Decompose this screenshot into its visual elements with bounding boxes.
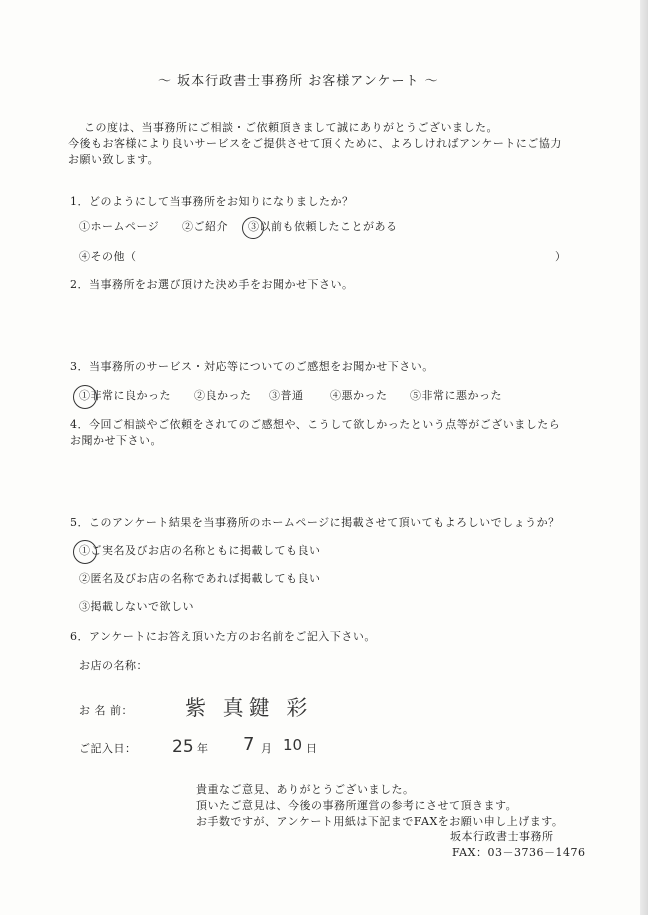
office-name: 坂本行政書士事務所 — [450, 830, 554, 843]
intro-line-1: この度は、当事務所にご相談・ご依頼頂きまして誠にありがとうございました。 — [84, 121, 498, 134]
q6-question: 6．アンケートにお答え頂いた方のお名前をご記入下さい。 — [70, 630, 376, 643]
intro-line-3: お願い致します。 — [68, 153, 160, 166]
q3-option-3[interactable]: ③普通 — [269, 389, 304, 402]
q1-option-3[interactable]: ③以前も依頼したことがある — [248, 220, 398, 233]
q5-option-1[interactable]: ①ご実名及びお店の名称ともに掲載しても良い — [79, 544, 321, 557]
date-year-handwritten[interactable]: 25 — [172, 737, 194, 757]
q1-question: 1．どのようにして当事務所をお知りになりましたか？ — [70, 195, 354, 208]
date-year-unit: 年 — [197, 742, 209, 755]
name-label: お 名 前： — [79, 704, 133, 717]
shop-name-label: お店の名称： — [79, 659, 148, 672]
q3-option-5[interactable]: ⑤非常に悪かった — [410, 389, 502, 402]
closing-line-2: 頂いたご意見は、今後の事務所運営の参考にさせて頂きます。 — [196, 799, 518, 812]
closing-line-1: 貴重なご意見、ありがとうございました。 — [196, 783, 415, 796]
q3-option-2[interactable]: ②良かった — [194, 389, 252, 402]
q5-question: 5．このアンケート結果を当事務所のホームページに掲載させて頂いてもよろしいでしょうか？ — [70, 516, 560, 529]
name-handwritten[interactable]: 紫 真鍵 彩 — [185, 696, 313, 720]
q1-selected-circle — [242, 217, 264, 239]
q3-option-1[interactable]: ①非常に良かった — [79, 389, 171, 402]
date-day-handwritten[interactable]: 10 — [283, 736, 303, 754]
q1-option-4-label[interactable]: ④その他（ — [79, 250, 137, 263]
q3-question: 3．当事務所のサービス・対応等についてのご感想をお聞かせ下さい。 — [70, 360, 434, 373]
scan-edge-shadow — [640, 0, 648, 915]
q5-option-3[interactable]: ③掲載しないで欲しい — [79, 600, 194, 613]
date-month-unit: 月 — [261, 742, 273, 755]
q1-option-2[interactable]: ②ご紹介 — [182, 220, 228, 233]
date-label: ご記入日： — [79, 742, 137, 755]
survey-title: 〜 坂本行政書士事務所 お客様アンケート 〜 — [158, 74, 439, 89]
q4-question-line-1: 4．今回ご相談やご依頼をされてのご感想や、こうして欲しかったという点等がございましたら — [70, 418, 561, 431]
q5-option-2[interactable]: ②匿名及びお店の名称であれば掲載しても良い — [79, 572, 321, 585]
closing-line-3: お手数ですが、アンケート用紙は下記までFAXをお願い申し上げます。 — [196, 815, 564, 828]
q3-selected-circle — [73, 385, 97, 409]
q1-option-4-close: ） — [555, 250, 567, 263]
q3-option-4[interactable]: ④悪かった — [330, 389, 388, 402]
intro-line-2: 今後もお客様により良いサービスをご提供させて頂くために、よろしければアンケートにご協力 — [68, 137, 562, 150]
q1-option-1[interactable]: ①ホームページ — [79, 220, 160, 233]
office-fax: FAX：03－3736－1476 — [452, 846, 586, 859]
date-day-unit: 日 — [306, 742, 318, 755]
q5-selected-circle — [73, 540, 97, 564]
date-month-handwritten[interactable]: 7 — [243, 734, 255, 755]
q2-question: 2．当事務所をお選び頂けた決め手をお聞かせ下さい。 — [70, 278, 354, 291]
q4-question-line-2: お聞かせ下さい。 — [70, 434, 162, 447]
